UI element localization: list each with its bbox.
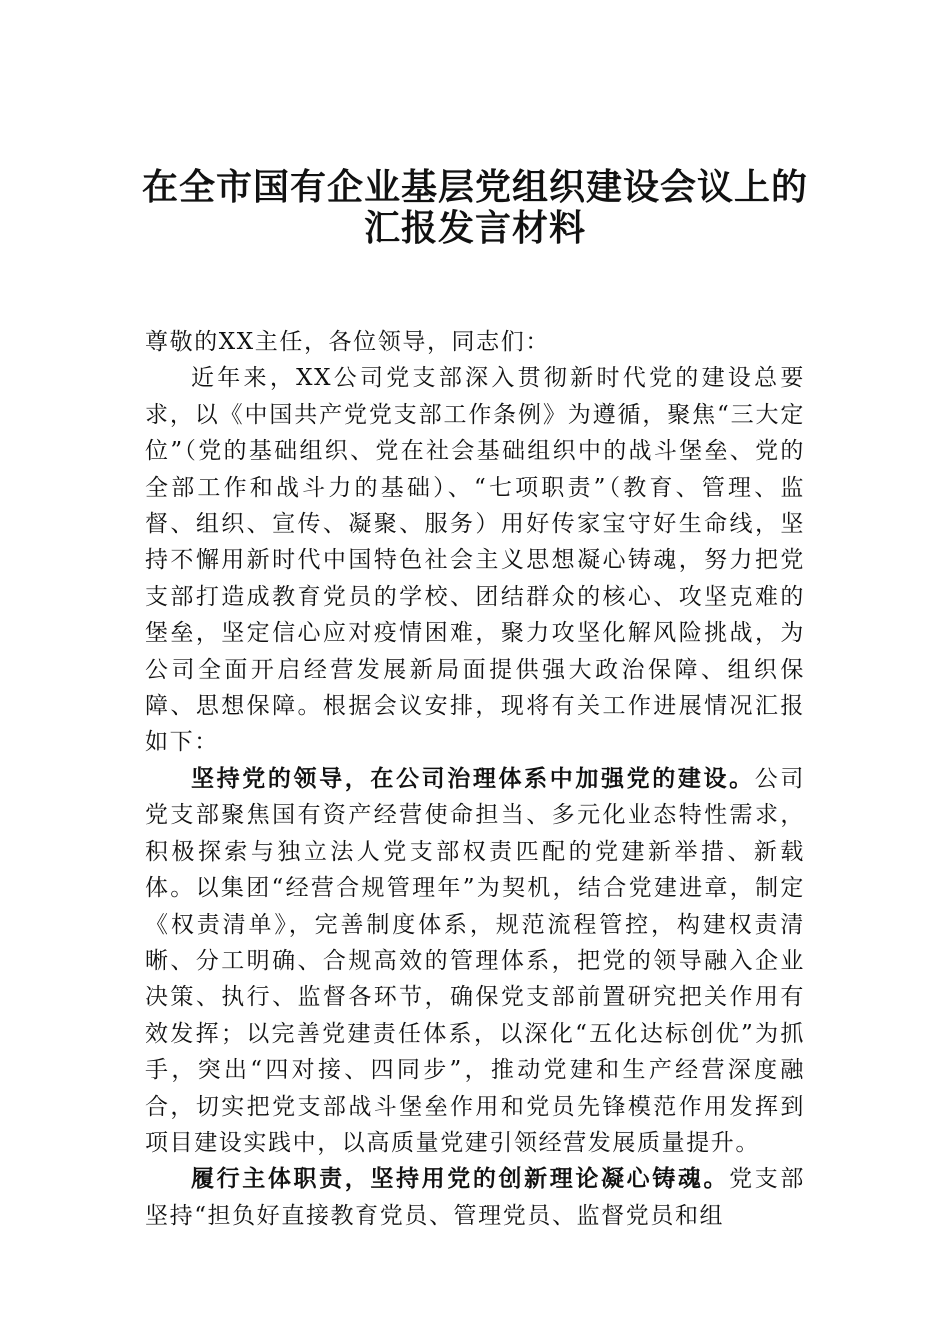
- paragraph-main-responsibility-text: 党支部坚持“担负好直接教育党员、管理党员、监督党员和组: [145, 1166, 805, 1229]
- document-title-line-2: 汇报发言材料: [363, 207, 586, 249]
- paragraph-intro: [145, 360, 805, 760]
- paragraph-party-leadership-text: 公司党支部聚焦国有资产经营使命担当、多元化业态特性需求，积极探索与独立法人党支部权责匹配的党建新举措、新载体。以集团“经营合规管理年”为契机，结合党建进章，制定《权责清单》，完善制度体系，规范流程管控，构建权责清晰、分工明确、合规高效的管理体系，把党的领导融入企业决策、执行、监督各环节，确保党支部前置研究把关作用有效发挥；以完善党建责任体系，以深化“五化达标创优”为抓手，突出“四对接、四同步”，推动党建和生产经营深度融合，切实把党支部战斗堡垒作用和党员先锋模范作用发挥到项目建设实践中，以高质量党建引领经营发展质量提升。: [145, 765, 806, 1156]
- paragraph-party-leadership-heading: 坚持党的领导，在公司治理体系中加强党的建设。: [191, 764, 755, 792]
- paragraph-party-leadership: [145, 761, 805, 1161]
- salutation: 尊敬的XX主任，各位领导，同志们：: [145, 329, 550, 355]
- paragraph-main-responsibility: [145, 1161, 805, 1234]
- document-body: [145, 324, 805, 1234]
- paragraph-main-responsibility-heading: 履行主体职责，坚持用党的创新理论凝心铸魂。: [191, 1165, 730, 1193]
- paragraph-intro-text: 近年来，XX公司党支部深入贯彻新时代党的建设总要求，以《中国共产党党支部工作条例》为遵循，聚焦“三大定位”（党的基础组织、党在社会基础组织中的战斗堡垒、党的全部工作和战斗力的基础）、“七项职责”（教育、管理、监督、组织、宣传、凝聚、服务）用好传家宝守好生命线，坚持不懈用新时代中国特色社会主义思想凝心铸魂，努力把党支部打造成教育党员的学校、团结群众的核心、攻坚克难的堡垒，坚定信心应对疫情困难，聚力攻坚化解风险挑战，为公司全面开启经营发展新局面提供强大政治保障、组织保障、思想保障。根据会议安排，现将有关工作进展情况汇报如下：: [145, 365, 805, 756]
- document-title-line-1: 在全市国有企业基层党组织建设会议上的: [141, 166, 808, 208]
